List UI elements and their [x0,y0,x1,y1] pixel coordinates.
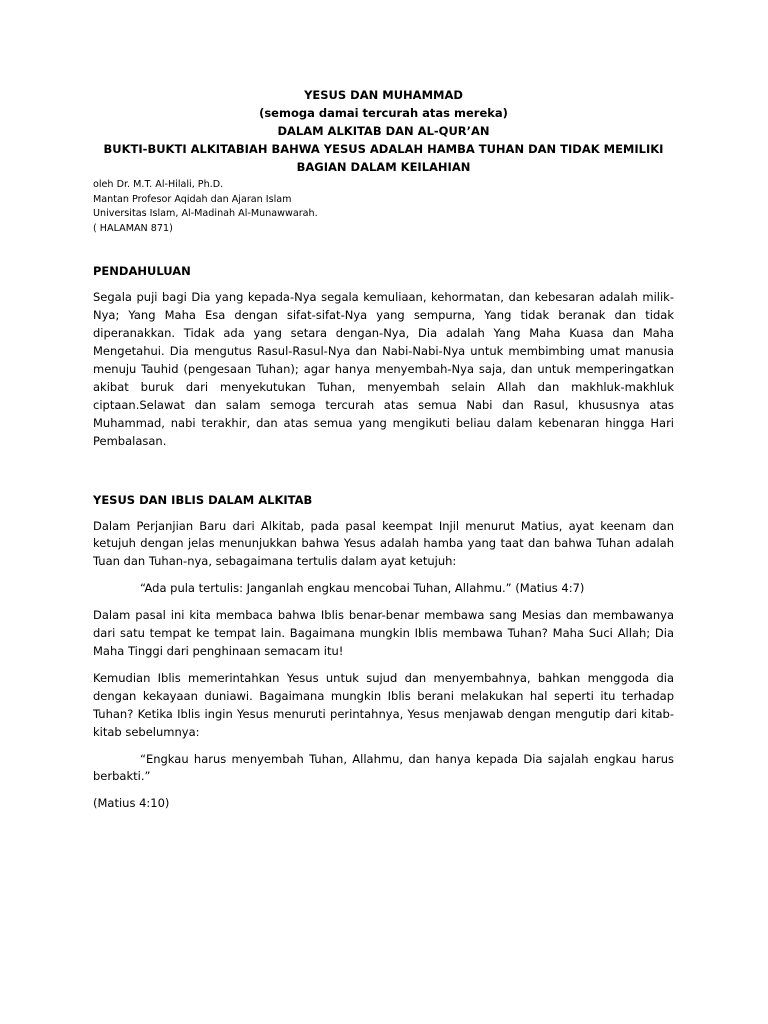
paragraph: Kemudian Iblis memerintahkan Yesus untuk sujud dan menyembahnya, bahkan menggoda dia dengan kekayaan duniawi. Bagaimana mungkin Iblis berani melakukan hal seperti itu terhadap Tuhan? Ketika Iblis ingin Yesus menuruti perintahnya, Yesus menjawab dengan mengutip dari kitab-kitab sebelumnya: [93,670,674,739]
author-info [93,178,674,236]
paragraph: Dalam pasal ini kita membaca bahwa Iblis benar-benar membawa sang Mesias dan membawanya dari satu tempat ke tempat lain. Bagaimana mungkin Iblis membawa Tuhan? Maha Suci Allah; Dia Maha Tinggi dari penghinaan semacam itu! [93,608,674,658]
document-title [93,86,674,176]
author-name: oleh Dr. M.T. Al-Hilali, Ph.D. [93,179,224,190]
section-heading-jesus-and-satan: YESUS DAN IBLIS DALAM ALKITAB [93,492,313,507]
page-reference: ( HALAMAN 871) [93,222,173,234]
spacer [93,786,674,795]
title-line-2: (semoga damai tercurah atas mereka) [259,106,508,120]
title-line-4: BUKTI-BUKTI ALKITABIAH BAHWA YESUS ADALAH HAMBA TUHAN DAN TIDAK MEMILIKI BAGIAN DALAM KEILAHIAN [103,142,664,174]
spacer [93,742,674,751]
spacer [93,661,674,670]
scripture-quote: “Ada pula tertulis: Janganlah engkau mencobai Tuhan, Allahmu.” (Matius 4:7) [140,581,585,596]
author-position: Mantan Profesor Aqidah dan Ajaran Islam [93,193,292,205]
spacer [93,509,674,518]
section-heading-introduction: PENDAHULUAN [93,264,191,279]
introduction-paragraph: Segala puji bagi Dia yang kepada-Nya segala kemuliaan, kehormatan, dan kebesaran adalah milik-Nya; Yang Maha Esa dengan sifat-sifat-Nya yang sempurna, Yang tidak beranak dan tidak diperanakkan. Tidak ada yang setara dengan-Nya, Dia adalah Yang Maha Kuasa dan Maha Mengetahui. Dia mengutus Rasul-Rasul-Nya dan Nabi-Nabi-Nya untuk membimbing umat manusia menuju Tauhid (pengesaan Tuhan); agar hanya menyembah-Nya saja, dan untuk memperingatkan akibat buruk dari menyekutukan Tuhan, menyembah selain Allah dan makhluk-makhluk ciptaan.Selawat dan salam semoga tercurah atas semua Nabi dan Rasul, khususnya atas Muhammad, nabi terakhir, dan atas semua yang mengikuti beliau dalam kebenaran hingga Hari Pembalasan. [93,290,674,448]
spacer [93,571,674,580]
spacer [93,280,674,289]
title-line-3: DALAM ALKITAB DAN AL-QUR’AN [277,124,490,138]
title-line-1: YESUS DAN MUHAMMAD [304,88,463,102]
author-institution: Universitas Islam, Al-Madinah Al-Munawwarah. [93,208,318,220]
spacer [93,598,674,607]
document-page [93,86,674,813]
scripture-quote: “Engkau harus menyembah Tuhan, Allahmu, dan hanya kepada Dia sajalah engkau harus berbakti.” [93,751,674,784]
spacer [93,236,674,262]
paragraph: Dalam Perjanjian Baru dari Alkitab, pada pasal keempat Injil menurut Matius, ayat keenam dan ketujuh dengan jelas menunjukkan bahwa Yesus adalah hamba yang taat dan bahwa Tuhan adalah Tuan dan Tuhan-nya, sebagaimana tertulis dalam ayat ketujuh: [93,518,674,569]
spacer [93,451,674,491]
scripture-citation: (Matius 4:10) [93,796,170,811]
